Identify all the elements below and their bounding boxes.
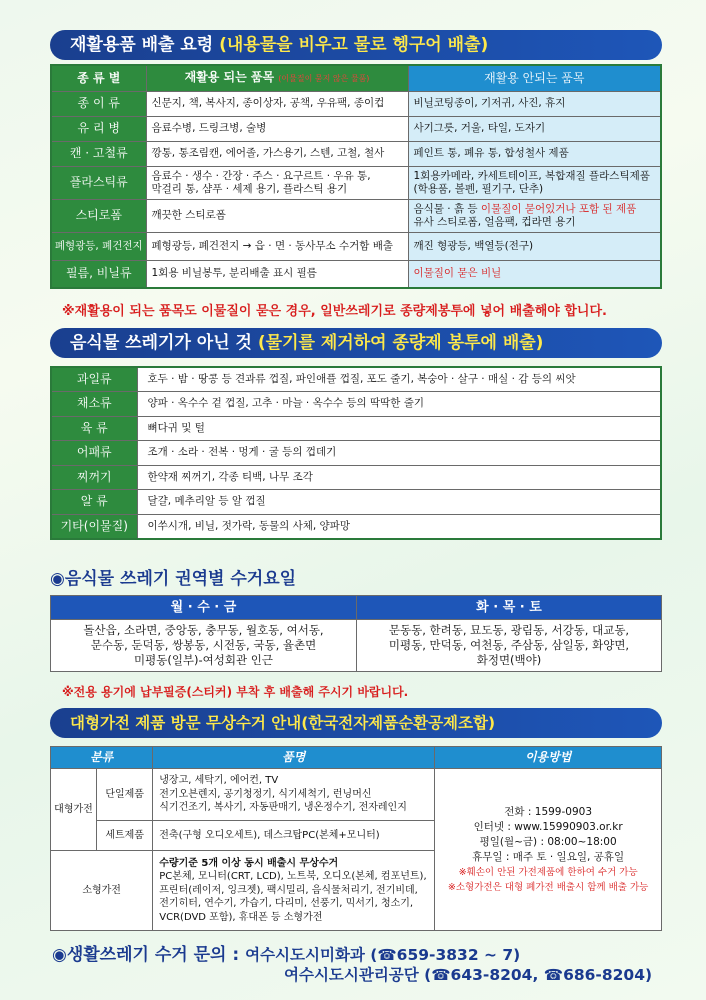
footer-contact2: 여수시도시관리공단 (☎643-8204, ☎686-8204): [284, 966, 653, 984]
recycle-cat: 필름, 비닐류: [51, 260, 146, 288]
recycle-no-line: 유사 스티로폼, 얼음팩, 컵라면 용기: [413, 215, 576, 228]
appliance-line: 전기히터, 연수기, 가습기, 다리미, 선풍기, 믹서기, 청소기,: [159, 898, 414, 910]
recycle-yes: 음료수병, 드링크병, 술병: [146, 116, 408, 141]
recycle-cat: 캔 · 고철류: [51, 141, 146, 166]
recycle-head-yes-label: 재활용 되는 품목: [184, 70, 275, 85]
appliance-banner-title: 대형가전 제품 방문 무상수거 안내(한국전자제품순환공제조합): [70, 714, 496, 732]
schedule-note: ※전용 용기에 납부필증(스티커) 부착 후 배출해 주시기 바랍니다.: [62, 685, 409, 699]
recycle-cat: 스티로폼: [51, 199, 146, 232]
appliance-small-head: 수량기준 5개 이상 동시 배출시 무상수거: [159, 857, 339, 869]
appliance-set-label: 세트제품: [97, 821, 153, 851]
food-val: 양파 · 옥수수 겉 껍질, 고추 · 마늘 · 옥수수 등의 딱딱한 줄기: [137, 392, 661, 417]
appliance-line: 전기오븐렌지, 공기청정기, 식기세척기, 런닝머신: [159, 788, 372, 800]
recycle-yes: 신문지, 책, 복사지, 종이상자, 공책, 우유팩, 종이컵: [146, 91, 408, 116]
food-cat: 기타(이물질): [51, 514, 137, 539]
schedule-col-mwf: [51, 620, 357, 672]
food-cat: 채소류: [51, 392, 137, 417]
food-val: 호두 · 밤 · 땅콩 등 견과류 껍질, 파인애플 껍질, 포도 줄기, 복숭아 · 살구 · 매실 · 감 등의 씨앗: [137, 367, 661, 392]
food-banner: [50, 328, 662, 358]
appliance-line: 프린터(레이저, 잉크젯), 팩시밀리, 음식물처리기, 전기비데,: [159, 884, 418, 896]
appliance-set-items: 전축(구형 오디오세트), 데스크탑PC(본체+모니터): [153, 821, 435, 851]
recycle-no-line: 1회용카메라, 카세트테이프, 복합재질 플라스틱제품: [413, 169, 650, 182]
appliance-table: [50, 746, 662, 931]
recycle-head-yes: [146, 65, 408, 91]
appliance-line: 식기건조기, 복사기, 자동판매기, 냉온정수기, 전자레인지: [159, 802, 407, 814]
recycle-no-text: 음식물 · 흙 등: [413, 202, 478, 215]
recycle-cat: 유 리 병: [51, 116, 146, 141]
recycle-head-category: 종 류 별: [51, 65, 146, 91]
schedule-head-tts: 화 · 목 · 토: [357, 596, 662, 620]
recycle-head-no: 재활용 안되는 품목: [408, 65, 661, 91]
food-cat: 육 류: [51, 416, 137, 441]
recycle-note: ※재활용이 되는 품목도 이물질이 묻은 경우, 일반쓰레기로 종량제봉투에 넣어 배출해야 합니다.: [62, 304, 607, 319]
appliance-holiday: 휴무일 : 매주 토 · 일요일, 공휴일: [472, 850, 625, 863]
appliance-small-items: [153, 851, 435, 931]
recycle-yes: 깡통, 통조림캔, 에어졸, 가스용기, 스텐, 고철, 철사: [146, 141, 408, 166]
footer-label: ◉생활쓰레기 수거 문의 :: [52, 945, 240, 965]
food-cat: 알 류: [51, 490, 137, 515]
recycle-yes-line: 음료수 · 생수 · 간장 · 주스 · 요구르트 · 우유 통,: [151, 169, 371, 182]
appliance-big-label: 대형가전: [51, 769, 97, 851]
appliance-head-class: 분류: [51, 747, 153, 769]
schedule-head-mwf: 월 · 수 · 금: [51, 596, 357, 620]
appliance-phone: 전화 : 1599-0903: [504, 805, 592, 818]
food-cat: 어패류: [51, 441, 137, 466]
appliance-weekday: 평일(월~금) : 08:00~18:00: [479, 835, 617, 848]
schedule-line: 미평동, 만덕동, 여천동, 주삼동, 삼일동, 화양면,: [388, 638, 630, 652]
schedule-table: [50, 595, 662, 672]
appliance-line: VCR(DVD 포함), 휴대폰 등 소형가전: [159, 911, 323, 923]
recycle-cat: 종 이 류: [51, 91, 146, 116]
recycle-no: [408, 166, 661, 199]
appliance-red-note: ※훼손이 안된 가전제품에 한하여 수거 가능: [458, 866, 638, 878]
appliance-banner: [50, 708, 662, 738]
appliance-single-items: [153, 769, 435, 821]
recycle-no: 사기그릇, 거울, 타일, 도자기: [408, 116, 661, 141]
recycle-banner-title: 재활용품 배출 요령: [70, 35, 214, 55]
food-table: [50, 366, 662, 540]
schedule-title: ◉음식물 쓰레기 권역별 수거요일: [50, 569, 297, 589]
recycle-no: 비닐코팅종이, 기저귀, 사진, 휴지: [408, 91, 661, 116]
recycle-no-line: [414, 203, 656, 216]
food-cat: 과일류: [51, 367, 137, 392]
appliance-line: 냉장고, 세탁기, 에어컨, TV: [159, 775, 279, 787]
recycle-no-red: 이물질이 묻어있거나 포함 된 제품: [480, 202, 637, 215]
appliance-usage-info: [435, 769, 662, 931]
recycle-yes: [146, 166, 408, 199]
appliance-web: 인터넷 : www.15990903.or.kr: [473, 820, 623, 833]
schedule-line: 문동동, 한려동, 묘도동, 광림동, 서강동, 대교동,: [388, 623, 630, 637]
food-cat: 찌꺼기: [51, 465, 137, 490]
recycle-cat: 폐형광등, 폐건전지: [51, 232, 146, 260]
recycle-yes: 1회용 비닐봉투, 분리배출 표시 필름: [146, 260, 408, 288]
appliance-head-items: 품명: [153, 747, 435, 769]
footer-contact1: 여수시도시미화과 (☎659-3832 ~ 7): [245, 946, 521, 964]
recycle-no: [408, 199, 661, 232]
recycle-cat: 플라스틱류: [51, 166, 146, 199]
appliance-single-label: 단일제품: [97, 769, 153, 821]
food-banner-title: 음식물 쓰레기가 아닌 것: [70, 333, 252, 353]
food-val: 조개 · 소라 · 전복 · 멍게 · 굴 등의 껍데기: [137, 441, 661, 466]
food-banner-subtitle: (물기를 제거하여 종량제 봉투에 배출): [257, 333, 544, 353]
recycle-no: 깨진 형광등, 백열등(전구): [408, 232, 661, 260]
appliance-line: PC본체, 모니터(CRT, LCD), 노트북, 오디오(본체, 컴포넌트),: [159, 871, 427, 883]
food-val: 이쑤시개, 비닐, 젓가락, 동물의 사체, 양파망: [137, 514, 661, 539]
recycle-yes: 폐형광등, 폐건전지 → 읍 · 면 · 동사무소 수거함 배출: [146, 232, 408, 260]
appliance-small-label: 소형가전: [51, 851, 153, 931]
recycle-no: 페인트 통, 폐유 통, 합성철사 제품: [408, 141, 661, 166]
schedule-line: 미평동(일부)-여성회관 인근: [134, 653, 273, 667]
appliance-red-note: ※소형가전은 대형 폐가전 배출시 함께 배출 가능: [447, 881, 649, 893]
appliance-head-usage: 이용방법: [435, 747, 662, 769]
recycle-head-yes-note: (이물질이 묻지 않은 물품): [278, 74, 370, 84]
food-val: 뼈다귀 및 털: [137, 416, 661, 441]
recycle-no: 이물질이 묻은 비닐: [408, 260, 661, 288]
recycle-yes-line: 막걸리 통, 샴푸 · 세제 용기, 플라스틱 용기: [151, 182, 348, 195]
recycle-banner: [50, 30, 662, 60]
footer-line1: [52, 940, 520, 965]
schedule-line: 문수동, 둔덕동, 쌍봉동, 시전동, 국동, 율촌면: [90, 638, 317, 652]
food-val: 달걀, 메추리알 등 알 껍질: [137, 490, 661, 515]
food-val: 한약재 찌꺼기, 각종 티백, 나무 조각: [137, 465, 661, 490]
recycle-yes: 깨끗한 스티로폼: [146, 199, 408, 232]
schedule-col-tts: [357, 620, 662, 672]
recycle-no-line: (학용품, 볼펜, 필기구, 단추): [413, 182, 544, 195]
schedule-line: 돌산읍, 소라면, 중앙동, 충무동, 월호동, 여서동,: [83, 623, 324, 637]
recycle-banner-subtitle: (내용물을 비우고 물로 헹구어 배출): [219, 35, 489, 55]
schedule-line: 화정면(백야): [476, 653, 542, 667]
recycle-table: [50, 64, 662, 289]
